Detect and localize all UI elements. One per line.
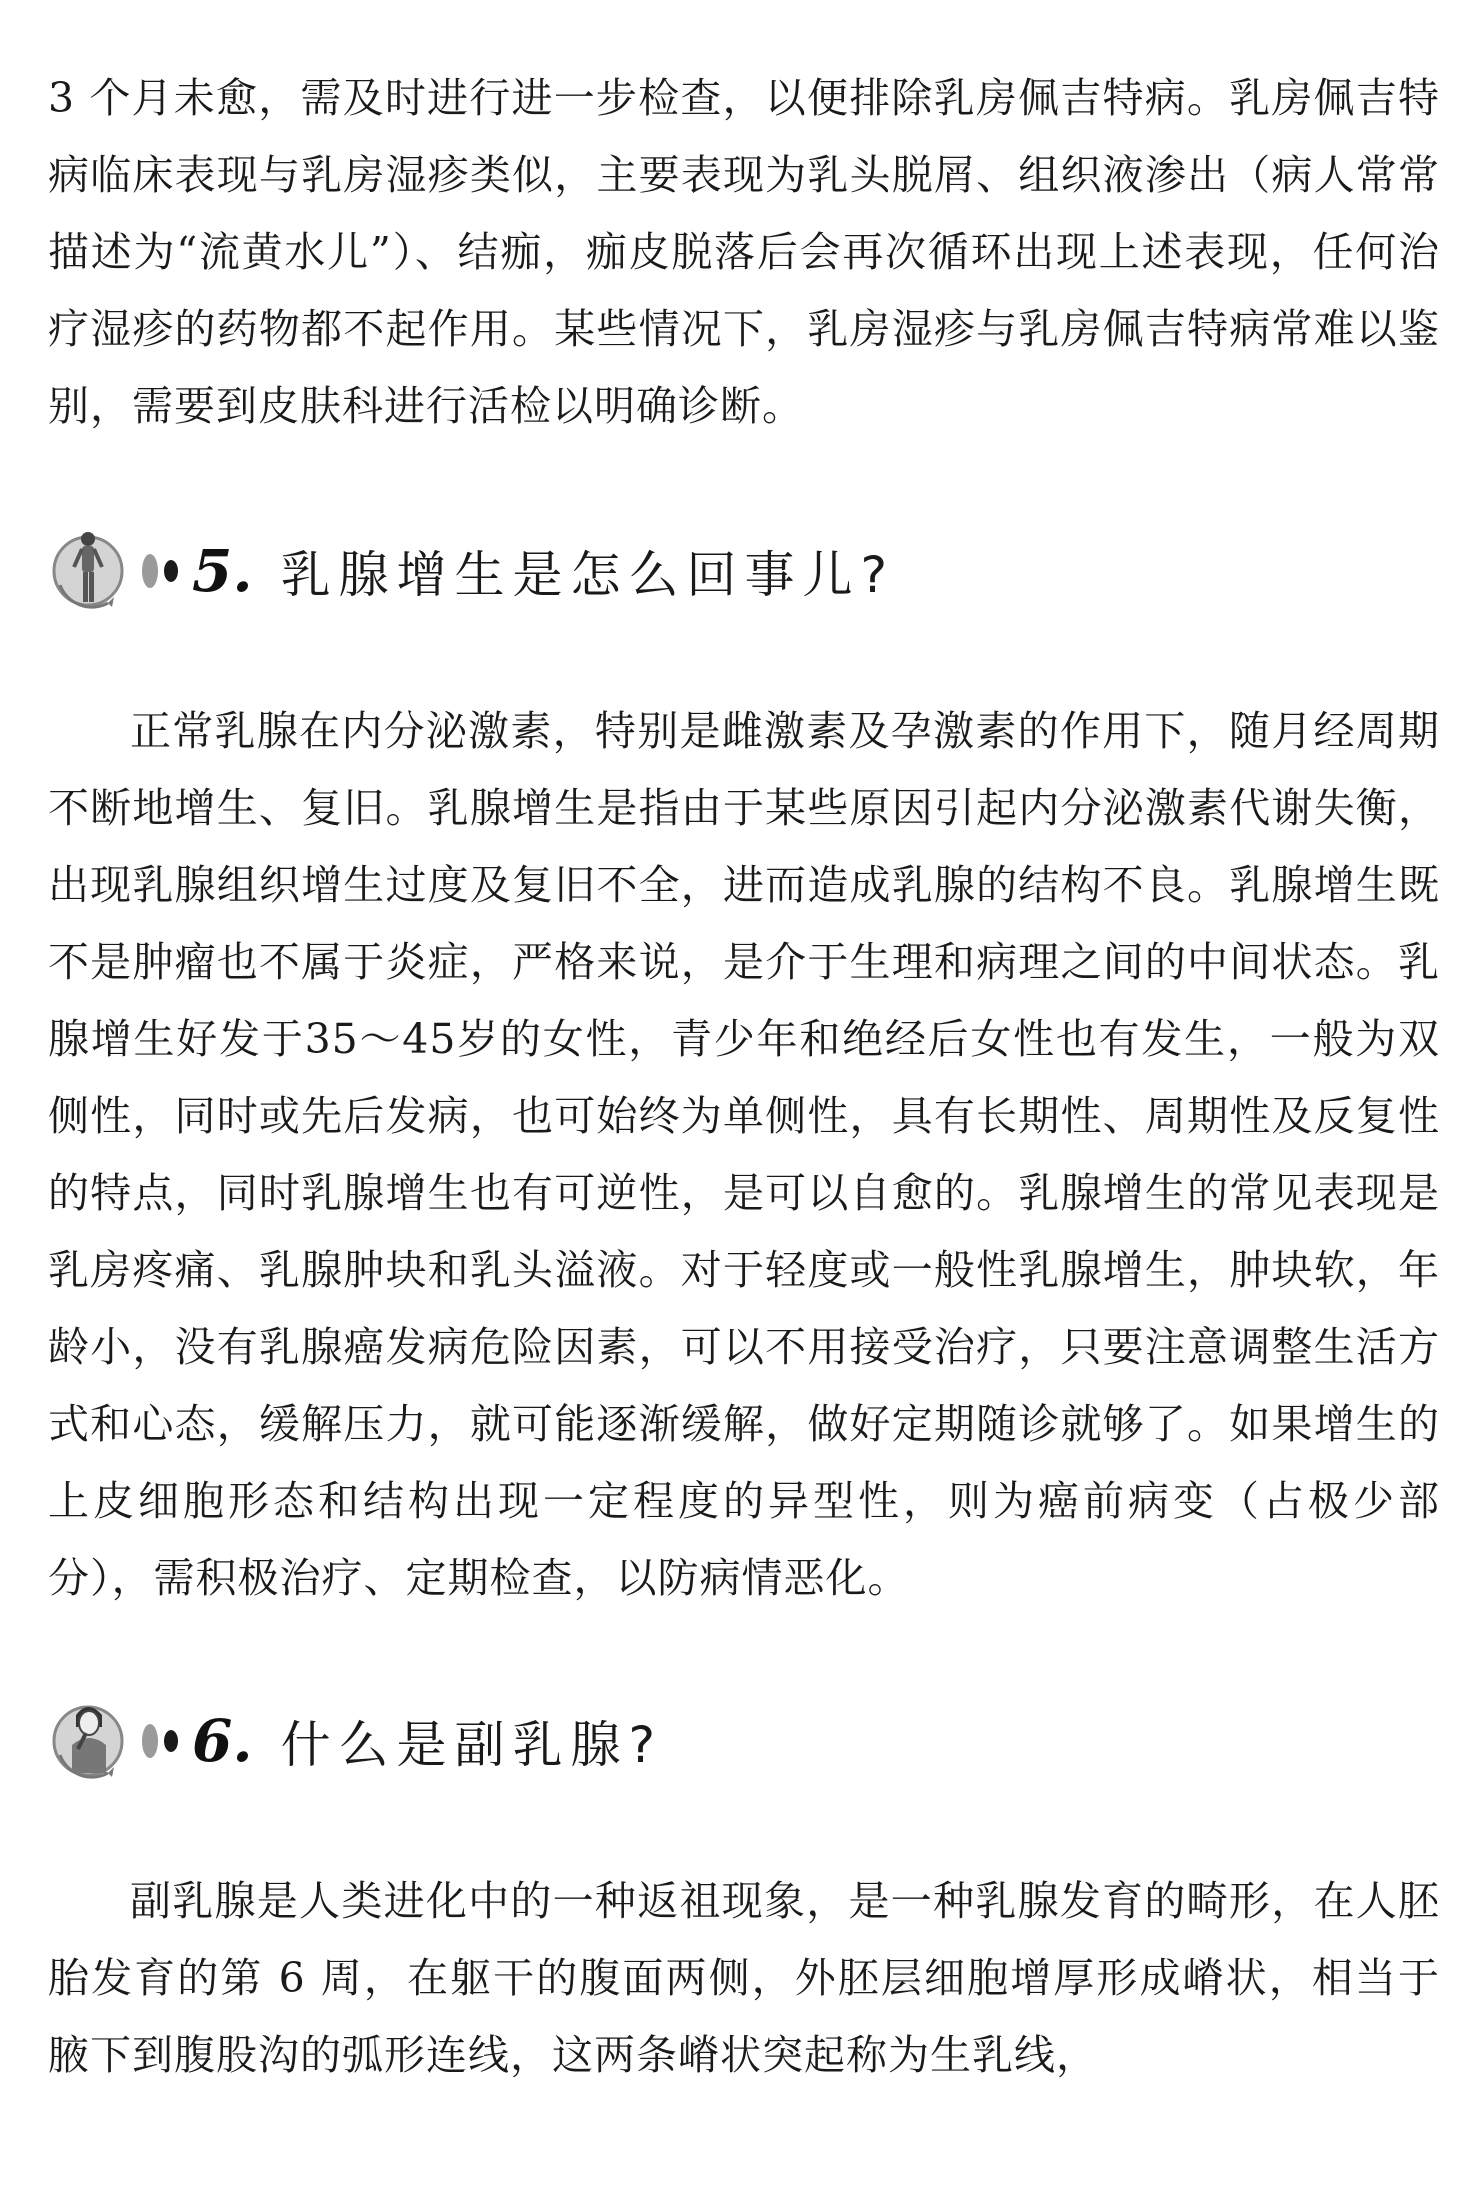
header-dots-decoration: [142, 1724, 178, 1758]
gray-dot: [142, 554, 158, 588]
section-title: 乳腺增生是怎么回事儿?: [280, 546, 896, 604]
document-page: [48, 60, 1440, 2094]
section-title: 什么是副乳腺?: [280, 1716, 664, 1774]
intro-paragraph: 3 个月未愈，需及时进行进一步检查，以便排除乳房佩吉特病。乳房佩吉特病临床表现与乳房湿疹类似，主要表现为乳头脱屑、组织液渗出（病人常常描述为“流黄水儿”）、结痂，痂皮脱落后会再次循环出现上述表现，任何治疗湿疹的药物都不起作用。某些情况下，乳房湿疹与乳房佩吉特病常难以鉴别，需要到皮肤科进行活检以明确诊断。: [48, 74, 1440, 430]
standing-woman-icon: [48, 523, 134, 619]
section-number: 6.: [192, 1707, 253, 1775]
section-5-header: [48, 511, 1440, 631]
black-dot: [164, 560, 178, 582]
thinking-woman-icon: [48, 1693, 134, 1789]
gray-dot: [142, 1724, 158, 1758]
black-dot: [164, 1730, 178, 1752]
header-dots-decoration: [142, 554, 178, 588]
section-number: 5.: [192, 537, 253, 605]
section-6-paragraph: 副乳腺是人类进化中的一种返祖现象，是一种乳腺发育的畸形，在人胚胎发育的第 6 周，在躯干的腹面两侧，外胚层细胞增厚形成嵴状，相当于腋下到腹股沟的弧形连线，这两条嵴状突起称为生乳线，: [48, 1877, 1440, 2079]
section-6-header: [48, 1681, 1440, 1801]
section-5-paragraph: 正常乳腺在内分泌激素，特别是雌激素及孕激素的作用下，随月经周期不断地增生、复旧。乳腺增生是指由于某些原因引起内分泌激素代谢失衡，出现乳腺组织增生过度及复旧不全，进而造成乳腺的结构不良。乳腺增生既不是肿瘤也不属于炎症，严格来说，是介于生理和病理之间的中间状态。乳腺增生好发于35～45岁的女性，青少年和绝经后女性也有发生，一般为双侧性，同时或先后发病，也可始终为单侧性，具有长期性、周期性及反复性的特点，同时乳腺增生也有可逆性，是可以自愈的。乳腺增生的常见表现是乳房疼痛、乳腺肿块和乳头溢液。对于轻度或一般性乳腺增生，肿块软，年龄小，没有乳腺癌发病危险因素，可以不用接受治疗，只要注意调整生活方式和心态，缓解压力，就可能逐渐缓解，做好定期随诊就够了。如果增生的上皮细胞形态和结构出现一定程度的异型性，则为癌前病变（占极少部分），需积极治疗、定期检查，以防病情恶化。: [48, 707, 1440, 1602]
